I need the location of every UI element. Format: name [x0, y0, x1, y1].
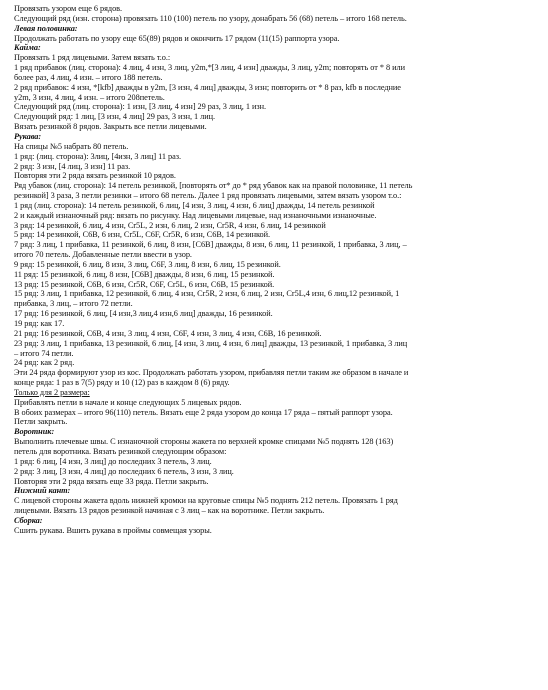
text-line: Продолжать работать по узору еще 65(89) рядов и окончить 17 рядом (11(15) раппорта узора.: [14, 33, 340, 43]
text-line: 7 ряд: 3 лиц, 1 прибавка, 11 резинкой, 6 лиц, 8 изн, [C6B] дважды, 8 изн, 6 лиц, 11 резинкой, 1 прибавка, 3 лиц, –: [14, 240, 407, 250]
text-line: Прибавлять петли в начале и конце следующих 5 лицевых рядов.: [14, 397, 242, 407]
text-line: 2 и каждый изнаночный ряд: вязать по рисунку. Над лицевыми лицевые, над изнаночными изнаночные.: [14, 210, 377, 220]
text-line: 2 ряд: 3 изн, [4 лиц, 3 изн] 11 раз.: [14, 161, 131, 171]
text-line: 13 ряд: 15 резинкой, C6B, 6 изн, Cr5R, C6F, Cr5L, 6 изн, C6B, 15 резинкой.: [14, 279, 275, 289]
section-heading: Кайма:: [14, 43, 41, 53]
text-line: 1 ряд: 6 лиц, [4 изн, 3 лиц] до последних 3 петель, 3 лиц.: [14, 456, 212, 466]
text-line: 1 ряд прибавок (лиц. сторона): 4 лиц, 4 изн, 3 лиц, y2m,*[3 лиц, 4 изн] дважды, 3 лиц, y2m; повторять от * 8 или: [14, 63, 405, 73]
text-line: итого 70 петель. Добавленные петли ввести в узор.: [14, 250, 192, 260]
text-line: Петли закрыть.: [14, 417, 68, 427]
text-line: Следующий ряд (изн. сторона) провязать 110 (100) петель по узору, донабрать 56 (68) петель – итого 168 петель.: [14, 13, 407, 23]
text-line: Следующий ряд (лиц. сторона): 1 изн, [3 лиц, 4 изн] 29 раз, 3 лиц, 1 изн.: [14, 102, 266, 112]
text-line: y2m, 3 изн, 4 лиц, 4 изн. – итого 208петель.: [14, 92, 165, 102]
text-line: 23 ряд: 3 лиц, 1 прибавка, 13 резинкой, 6 лиц, [4 изн, 3 лиц, 4 изн, 6 лиц] дважды, 13 резинкой, 1 прибавка, 3 лиц: [14, 338, 408, 348]
text-line: 9 ряд: 15 резинкой, 6 лиц, 8 изн, 3 лиц, C6F, 3 лиц, 8 изн, 6 лиц, 15 резинкой.: [14, 259, 281, 269]
section-heading: Воротник:: [14, 427, 55, 437]
text-line: 11 ряд: 15 резинкой, 6 лиц, 8 изн, [C6B] дважды, 8 изн, 6 лиц, 15 резинкой.: [14, 269, 275, 279]
text-line: 1 ряд (лиц. сторона): 14 петель резинкой, 6 лиц, [4 изн, 3 лиц, 4 изн, 6 лиц] дважды, 14 петель резинкой: [14, 200, 375, 210]
text-line: Провязать узором еще 6 рядов.: [14, 4, 123, 13]
section-heading: Левая половинка:: [14, 23, 78, 33]
text-line: Повторяя эти 2 ряда вязать резинкой 10 рядов.: [14, 171, 176, 181]
text-line: более раз, 4 лиц, 4 изн. – итого 188 петель.: [14, 72, 163, 82]
section-heading: Рукава:: [14, 131, 42, 141]
text-line: Эти 24 ряда формируют узор из кос. Продолжать работать узором, прибавляя петли таким же образом в начале и: [14, 368, 409, 378]
text-line: лицевыми. Вязать 13 рядов резинкой начиная с 3 лиц – как на воротнике. Петли закрыть.: [14, 506, 325, 516]
text-line: 2 ряд прибавок: 4 изн, *[kfb] дважды в y2m, [3 изн, 4 лиц] дважды, 3 изн; повторить от * 8 раз, kfb в последние: [14, 82, 401, 92]
text-line: Вязать резинкой 8 рядов. Закрыть все петли лицевыми.: [14, 122, 207, 132]
text-line: Ряд убавок (лиц. сторона): 14 петель резинкой, [повторять от* до * ряд убавок как на правой половинке, 11 петель: [14, 181, 413, 191]
text-line: Провязать 1 ряд лицевыми. Затем вязать т.о.:: [14, 53, 171, 63]
text-line: На спицы №5 набрать 80 петель.: [14, 141, 129, 151]
text-line: 19 ряд: как 17.: [14, 319, 65, 328]
section-heading: Нижний кант:: [14, 486, 71, 496]
section-heading: Сборка:: [14, 515, 43, 525]
text-line: Выполнить плечевые швы. С изнаночной стороны жакета по верхней кромке спицами №5 поднять 128 (163): [14, 437, 394, 447]
text-line: 1 ряд: (лиц. сторона): 3лиц, [4изн, 3 лиц] 11 раз.: [14, 151, 181, 161]
text-line: 21 ряд: 16 резинкой, C6B, 4 изн, 3 лиц, 4 изн, C6F, 4 изн, 3 лиц, 4 изн, C6B, 16 резинкой.: [14, 328, 322, 338]
text-line: В обоих размерах – итого 96(110) петель. Вязать еще 2 ряда узором до конца 17 ряда – пятый раппорт узора.: [14, 407, 393, 417]
section-subheading: Только для 2 размера:: [14, 387, 90, 397]
text-line: прибавка, 3 лиц, – итого 72 петли.: [14, 299, 133, 309]
text-line: 17 ряд: 16 резинкой, 6 лиц, [4 изн,3 лиц,4 изн,6 лиц] дважды, 16 резинкой.: [14, 309, 273, 319]
text-line: Сшить рукава. Вшить рукава в проймы совмещая узоры.: [14, 525, 212, 535]
text-line: 3 ряд: 14 резинкой, 6 лиц, 4 изн, Cr5L, 2 изн, 6 лиц, 2 изн, Cr5R, 4 изн, 6 лиц, 14 резинкой: [14, 220, 326, 230]
text-line: 2 ряд: 3 лиц, [3 изн, 4 лиц] до последних 6 петель, 3 изн, 3 лиц.: [14, 466, 234, 476]
document-text: [14, 4, 538, 536]
text-line: Следующий ряд: 1 лиц, [3 изн, 4 лиц] 29 раз, 3 изн, 1 лиц.: [14, 112, 216, 122]
text-line: 24 ряд: как 2 ряд.: [14, 358, 75, 368]
text-line: 5 ряд: 14 резинкой, C6B, 6 изн, Cr5L, C6F, Cr5R, 6 изн, C6B, 14 резинкой.: [14, 230, 271, 240]
text-line: С лицевой стороны жакета вдоль нижней кромки на круговые спицы №5 поднять 212 петель. Провязать 1 ряд: [14, 496, 398, 506]
text-line: – итого 74 петли.: [14, 348, 74, 358]
text-line: конце ряда: 1 раз в 7(5) ряду и 10 (12) раз в каждом 8 (6) ряду.: [14, 378, 230, 388]
text-line: резинкой] 3 раза, 3 петли резинки – итого 68 петель. Далее 1 ряд провязать лицевыми, затем вязать узором т.о.:: [14, 191, 402, 201]
text-line: петель для воротника. Вязать резинкой следующим образом:: [14, 446, 227, 456]
text-line: Повторяя эти 2 ряда вязать еще 33 ряда. Петли закрыть.: [14, 476, 209, 486]
text-line: 15 ряд: 3 лиц, 1 прибавка, 12 резинкой, 6 лиц, 4 изн, Cr5R, 2 изн, 6 лиц, 2 изн, Cr5L,4 изн, 6 лиц,12 резинкой, 1: [14, 289, 400, 299]
